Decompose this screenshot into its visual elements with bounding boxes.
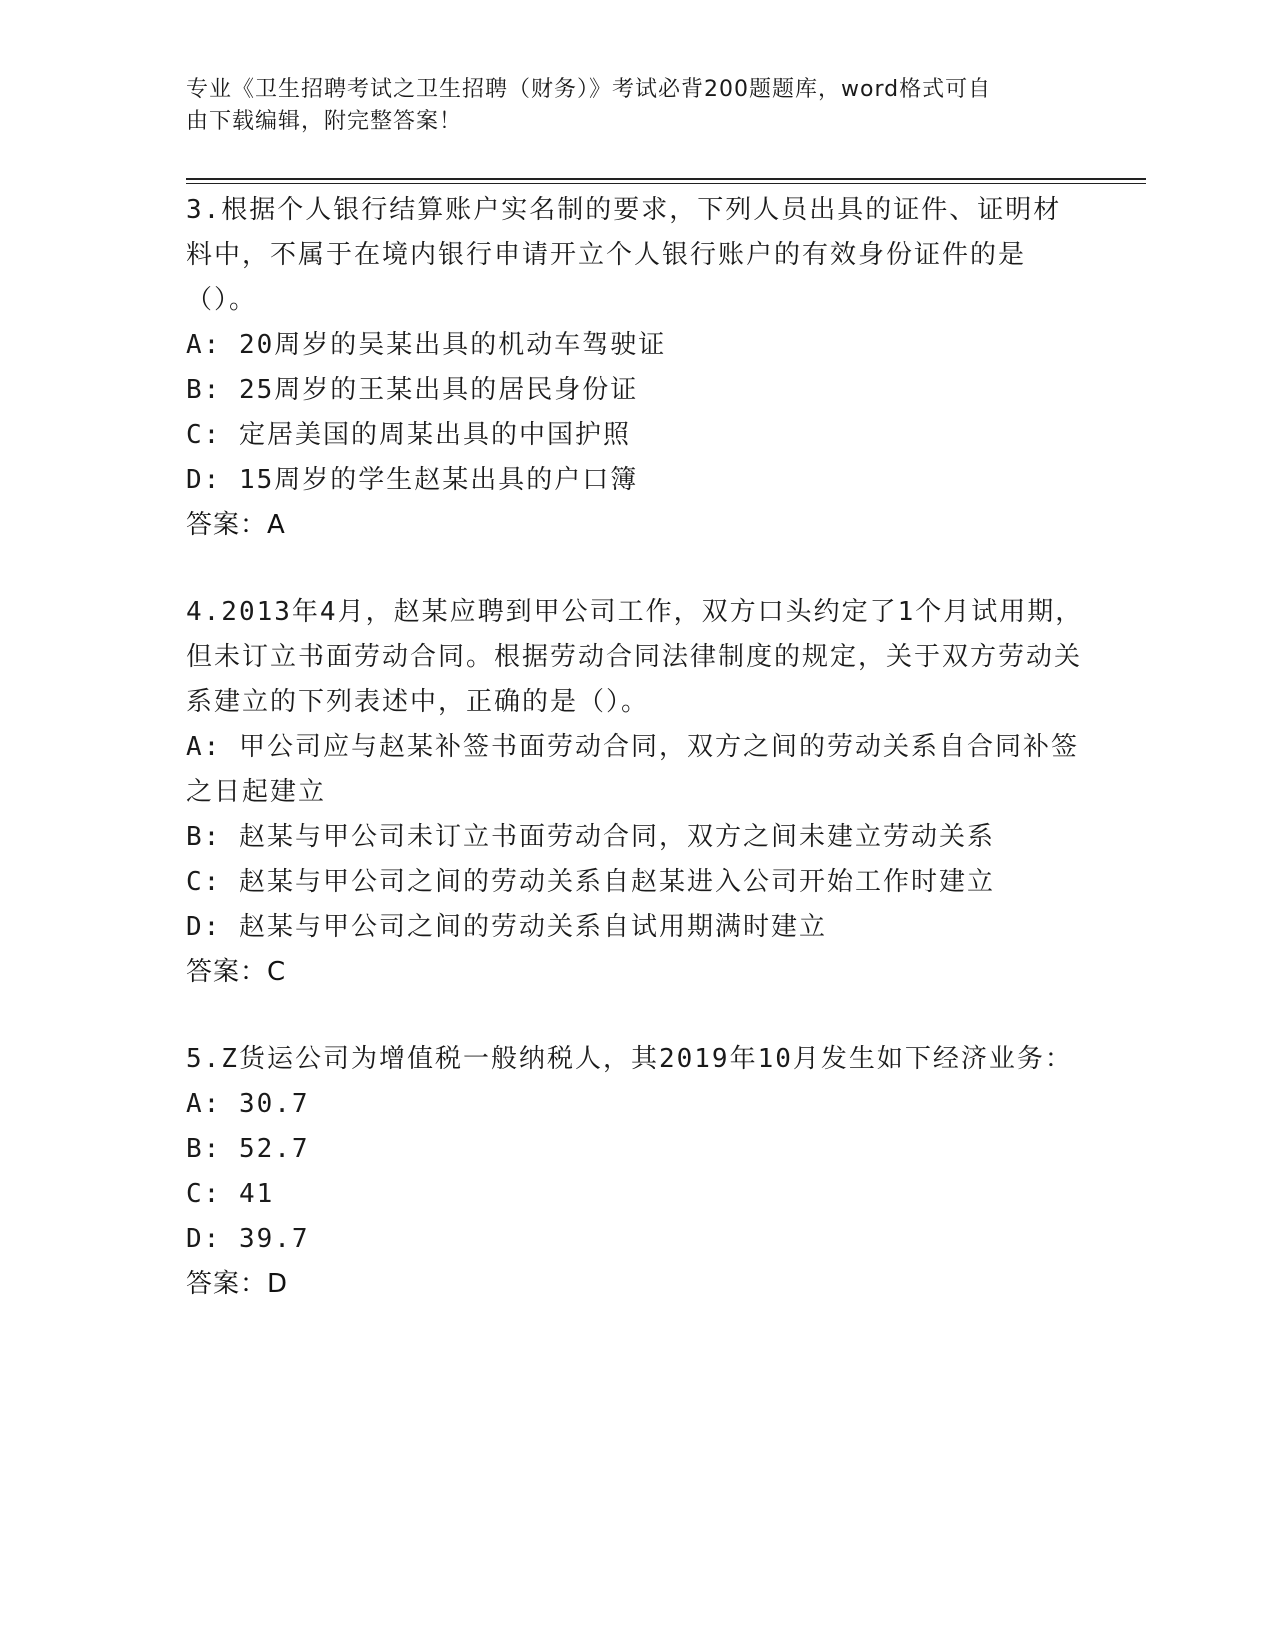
option-a: A: 30.7 [186, 1089, 310, 1119]
question-stem: 3.根据个人银行结算账户实名制的要求，下列人员出具的证件、证明材料中，不属于在境内银行申请开立个人银行账户的有效身份证件的是（）。 [186, 195, 1062, 315]
option-d: D: 赵某与甲公司之间的劳动关系自试用期满时建立 [186, 912, 827, 942]
option-a: A: 甲公司应与赵某补签书面劳动合同，双方之间的劳动关系自合同补签之日起建立 [186, 732, 1079, 807]
option-c: C: 41 [186, 1179, 275, 1209]
answer-label: 答案：C [186, 957, 287, 987]
document-header [186, 74, 1066, 138]
option-a: A: 20周岁的吴某出具的机动车驾驶证 [186, 330, 667, 360]
header-divider-thick [186, 178, 1146, 180]
option-c: C: 赵某与甲公司之间的劳动关系自赵某进入公司开始工作时建立 [186, 867, 995, 897]
answer-label: 答案：D [186, 1269, 289, 1299]
question-4 [186, 590, 1086, 995]
option-c: C: 定居美国的周某出具的中国护照 [186, 420, 631, 450]
option-b: B: 赵某与甲公司未订立书面劳动合同，双方之间未建立劳动关系 [186, 822, 995, 852]
header-divider-thin [186, 183, 1146, 184]
header-line-2: 由下载编辑，附完整答案！ [186, 109, 463, 134]
option-d: D: 15周岁的学生赵某出具的户口簿 [186, 465, 639, 495]
option-b: B: 52.7 [186, 1134, 310, 1164]
option-d: D: 39.7 [186, 1224, 310, 1254]
header-line-1: 专业《卫生招聘考试之卫生招聘（财务）》考试必背200题题库，word格式可自 [186, 77, 992, 102]
question-stem: 4.2013年4月，赵某应聘到甲公司工作，双方口头约定了1个月试用期，但未订立书面劳动合同。根据劳动合同法律制度的规定，关于双方劳动关系建立的下列表述中，正确的是（）。 [186, 597, 1084, 717]
question-5 [186, 1037, 1086, 1307]
question-list [186, 188, 1086, 1349]
option-b: B: 25周岁的王某出具的居民身份证 [186, 375, 639, 405]
answer-label: 答案：A [186, 510, 286, 540]
question-stem: 5.Z货运公司为增值税一般纳税人，其2019年10月发生如下经济业务： [186, 1044, 1073, 1074]
question-3 [186, 188, 1086, 548]
